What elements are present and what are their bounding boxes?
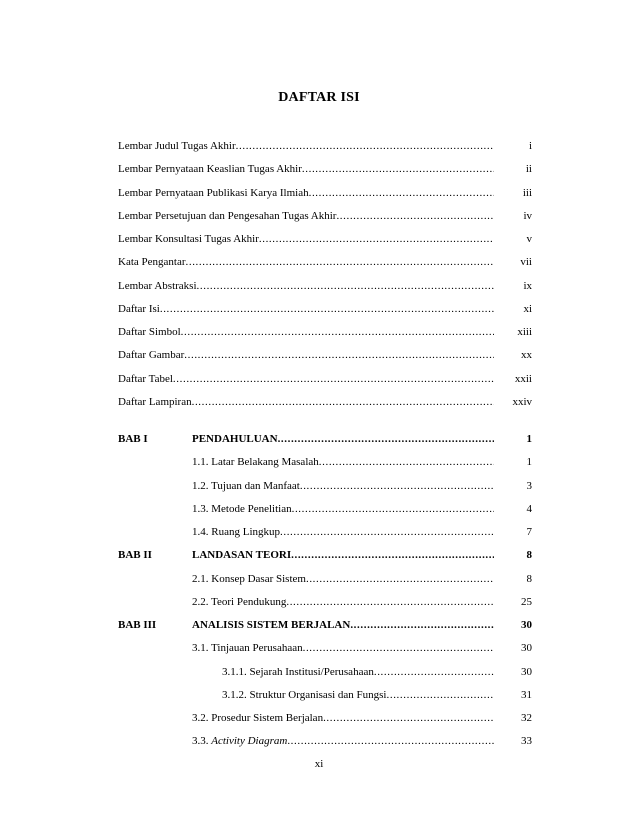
- toc-entry-page: xx: [521, 349, 532, 362]
- toc-section: [118, 571, 532, 594]
- toc-entry: [118, 301, 532, 324]
- chapter-title: ANALISIS SISTEM BERJALAN: [192, 619, 351, 631]
- toc-entry-label: Daftar Gambar: [118, 349, 185, 362]
- toc-entry-label: Daftar Isi: [118, 302, 160, 315]
- toc-section: [118, 594, 532, 617]
- section-label: [192, 733, 287, 749]
- chapter-page: 1: [526, 433, 532, 445]
- chapter-number: BAB III: [118, 619, 157, 631]
- toc-entry-page: v: [526, 233, 532, 245]
- dot-leader: [236, 138, 494, 154]
- toc-entry-page: iv: [523, 209, 532, 222]
- section-label: 1.2. Tujuan dan Manfaat: [192, 479, 300, 492]
- section-title-italic: Activity Diagram: [211, 735, 288, 748]
- toc-section: [118, 524, 532, 547]
- section-page: 1: [526, 456, 532, 469]
- toc-entry-page: vii: [520, 256, 532, 269]
- dot-leader: [280, 524, 494, 540]
- dot-leader: [286, 594, 494, 610]
- section-page: 4: [526, 502, 532, 515]
- toc-entry: [118, 394, 532, 417]
- toc-entry: [118, 324, 532, 347]
- toc-entry-label: Lembar Judul Tugas Akhir: [118, 140, 236, 152]
- chapter-page: 30: [521, 619, 532, 631]
- section-label: 3.2. Prosedur Sistem Berjalan: [192, 712, 324, 724]
- section-label: 3.1. Tinjauan Perusahaan: [192, 642, 303, 655]
- toc-entry-label: Daftar Lampiran: [118, 395, 192, 408]
- dot-leader: [387, 687, 495, 703]
- toc-entry-page: xi: [523, 302, 532, 315]
- toc-entry-label: Daftar Simbol: [118, 326, 181, 338]
- dot-leader: [181, 324, 494, 340]
- dot-leader: [319, 454, 494, 470]
- subsection-label: 3.1.1. Sejarah Institusi/Perusahaan: [222, 665, 374, 678]
- toc-chapter: [118, 431, 532, 454]
- toc-section: [118, 478, 532, 501]
- section-label: 1.3. Metode Penelitian: [192, 502, 292, 515]
- section-page: 30: [521, 642, 532, 655]
- toc-chapter: [118, 547, 532, 570]
- page-number: xi: [314, 758, 324, 770]
- dot-leader: [323, 710, 494, 726]
- dot-leader: [160, 301, 494, 317]
- dot-leader: [374, 664, 494, 680]
- toc-entry: [118, 161, 532, 184]
- dot-leader: [278, 431, 494, 447]
- section-page: 33: [521, 735, 532, 748]
- section-label: 2.1. Konsep Dasar Sistem: [192, 572, 306, 585]
- subsection-page: 30: [521, 665, 532, 678]
- section-label: 1.4. Ruang Lingkup: [192, 526, 280, 538]
- section-label: 1.1. Latar Belakang Masalah: [192, 456, 319, 469]
- dot-leader: [309, 185, 494, 201]
- toc-entry-page: i: [528, 140, 532, 152]
- toc-chapter: [118, 617, 532, 640]
- toc-entry: [118, 347, 532, 370]
- toc-section: [118, 454, 532, 477]
- toc-entry-page: ii: [525, 163, 532, 176]
- toc-entry: [118, 138, 532, 161]
- toc-entry-page: ix: [523, 279, 532, 292]
- section-page: 7: [526, 526, 532, 538]
- toc-entry-label: Lembar Pernyataan Keaslian Tugas Akhir: [118, 163, 302, 176]
- section-page: 25: [521, 595, 532, 608]
- toc-section: [118, 733, 532, 756]
- chapter-number: BAB I: [118, 433, 148, 445]
- dot-leader: [303, 640, 494, 656]
- toc-entry: [118, 371, 532, 394]
- toc-entry-label: Kata Pengantar: [118, 256, 186, 269]
- toc-entry: [118, 278, 532, 301]
- section-page: 8: [526, 572, 532, 585]
- dot-leader: [197, 278, 494, 294]
- dot-leader: [287, 733, 494, 749]
- dot-leader: [184, 347, 494, 363]
- dot-leader: [300, 478, 494, 494]
- dot-leader: [192, 394, 494, 410]
- toc-chapters: [118, 431, 532, 757]
- subsection-label: 3.1.2. Struktur Organisasi dan Fungsi: [222, 688, 387, 701]
- dot-leader: [306, 571, 494, 587]
- toc-front-matter: [118, 138, 532, 417]
- toc-section: [118, 640, 532, 663]
- toc-entry-label: Lembar Pernyataan Publikasi Karya Ilmiah: [118, 186, 309, 199]
- subsection-page: 31: [521, 688, 532, 701]
- toc-entry-page: xxii: [514, 372, 532, 385]
- toc-subsection: [118, 687, 532, 710]
- toc-entry-label: Lembar Persetujuan dan Pengesahan Tugas Akhir: [118, 209, 337, 222]
- toc-entry-label: Lembar Abstraksi: [118, 279, 197, 292]
- chapter-title: PENDAHULUAN: [192, 433, 278, 445]
- chapter-title: LANDASAN TEORI: [192, 549, 292, 562]
- dot-leader: [350, 617, 494, 633]
- toc-entry: [118, 185, 532, 208]
- section-page: 3: [526, 479, 532, 492]
- chapter-number: BAB II: [118, 549, 152, 562]
- toc-section: [118, 710, 532, 733]
- toc-entry: [118, 208, 532, 231]
- dot-leader: [259, 231, 494, 247]
- toc-section: [118, 501, 532, 524]
- toc-entry-label: Daftar Tabel: [118, 372, 173, 385]
- dot-leader: [291, 547, 494, 563]
- toc-entry-label: Lembar Konsultasi Tugas Akhir: [118, 233, 259, 245]
- dot-leader: [292, 501, 494, 517]
- section-label: 2.2. Teori Pendukung: [192, 595, 287, 608]
- toc-entry-page: iii: [522, 186, 532, 199]
- toc-subsection: [118, 664, 532, 687]
- dot-leader: [302, 161, 494, 177]
- chapter-page: 8: [526, 549, 532, 562]
- toc-entry: [118, 231, 532, 254]
- toc-entry: [118, 254, 532, 277]
- section-number: 3.3.: [192, 735, 212, 748]
- dot-leader: [186, 254, 495, 270]
- section-page: 32: [521, 712, 532, 724]
- page-title: DAFTAR ISI: [278, 90, 360, 105]
- toc-entry-page: xxiv: [512, 395, 532, 408]
- dot-leader: [336, 208, 494, 224]
- toc-entry-page: xiii: [517, 326, 532, 338]
- dot-leader: [173, 371, 494, 387]
